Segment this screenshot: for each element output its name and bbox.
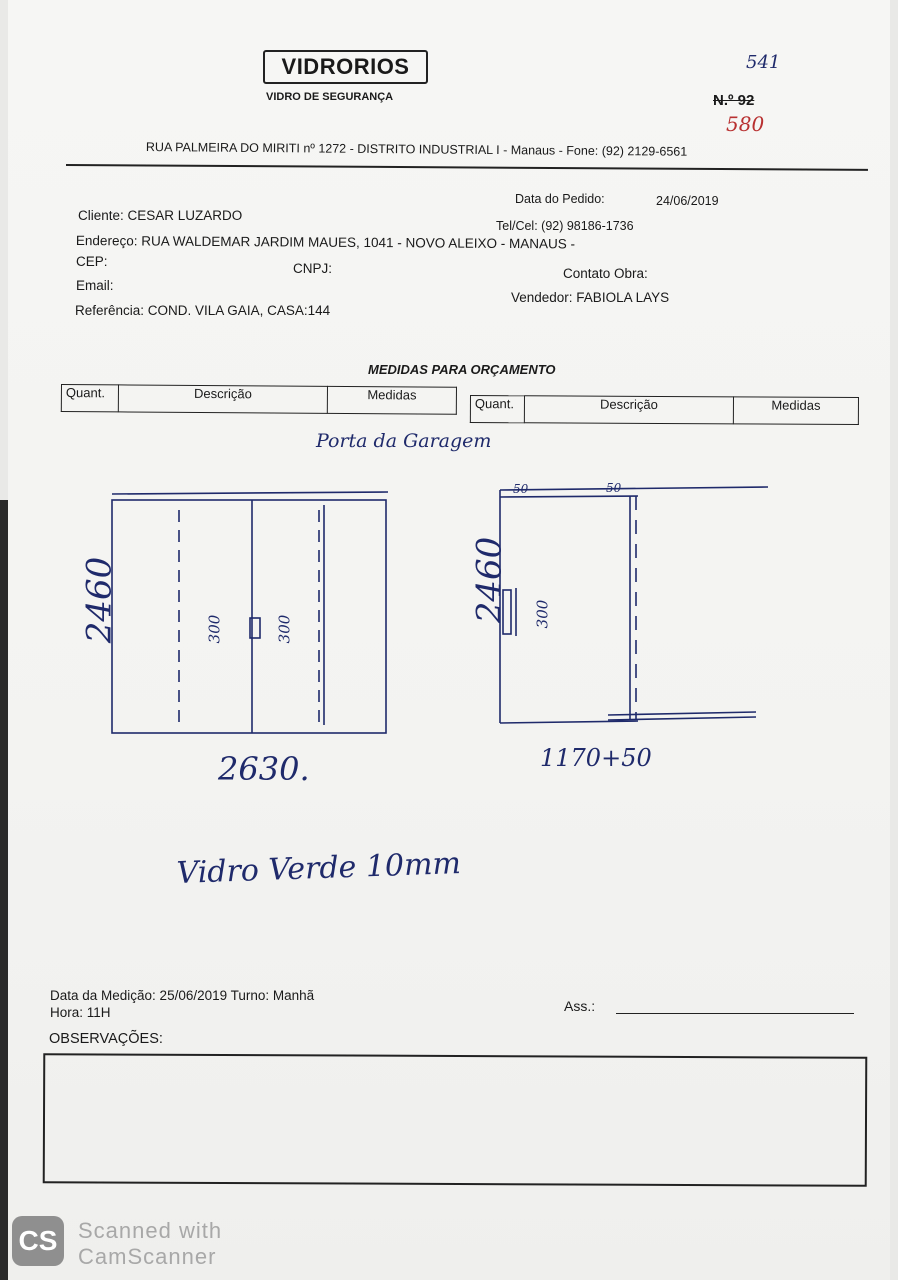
company-address: RUA PALMEIRA DO MIRITI nº 1272 - DISTRITO INDUSTRIAL I - Manaus - Fone: (92) 2129-6561 [145,140,688,159]
glass-note: Vidro Verde 10mm [176,846,462,891]
signature-label: Ass.: [564,998,596,1014]
right-top-mid-label: 50 [606,481,622,495]
email-label: Email: [76,278,114,293]
camscanner-logo: CS [12,1216,64,1266]
document-page [8,0,890,1280]
order-date-label: Data do Pedido: [515,192,605,206]
handwritten-red-number: 580 [726,112,765,136]
watermark-line-1: Scanned with [78,1218,223,1243]
camscanner-watermark [78,1218,222,1270]
right-inner-label: 300 [533,599,552,629]
left-inner-right-label: 300 [275,614,294,644]
signature-line [616,1013,854,1014]
header-measures: Medidas [733,397,858,425]
brand-logo: VIDRORIOS [263,50,428,84]
left-height-label: 2460 [79,556,120,644]
observations-box [43,1053,868,1187]
seller-name: Vendedor: FABIOLA LAYS [511,290,670,305]
observations-label: OBSERVAÇÕES: [49,1031,163,1047]
client-address: Endereço: RUA WALDEMAR JARDIM MAUES, 1041 - NOVO ALEIXO - MANAUS - [75,233,576,252]
right-top-inner [500,496,638,497]
right-bottom-edge [500,721,638,723]
left-top-rail [112,492,388,494]
contact-label: Contato Obra: [563,266,648,281]
right-top-left-label: 50 [513,482,529,496]
handwritten-order-number: 541 [746,52,781,73]
header-quantity: Quant. [470,396,524,423]
brand-slogan: VIDRO DE SEGURANÇA [266,91,394,103]
header-quantity: Quant. [61,385,118,412]
left-door-frame [112,500,386,733]
form-number: N.º 92 [713,92,755,109]
sketch-title: Porta da Garagem [316,430,492,452]
client-phone: Tel/Cel: (92) 98186-1736 [496,219,634,233]
right-top-rail [500,487,768,490]
measure-hour: Hora: 11H [50,1005,111,1020]
right-width-label: 1170+50 [540,744,652,772]
scan-edge-left [0,500,8,1280]
section-title: MEDIDAS PARA ORÇAMENTO [368,362,556,377]
reference: Referência: COND. VILA GAIA, CASA:144 [75,303,331,318]
header-description: Descrição [118,385,327,413]
order-date-value: 24/06/2019 [656,194,719,208]
left-width-label: 2630. [218,750,310,788]
watermark-line-2: CamScanner [78,1244,217,1269]
client-name: Cliente: CESAR LUZARDO [78,208,243,223]
cep-label: CEP: [76,254,108,269]
left-inner-left-label: 300 [205,614,224,644]
header-description: Descrição [524,396,733,424]
cnpj-label: CNPJ: [293,261,333,276]
header-measures: Medidas [327,386,456,414]
right-height-label: 2460 [469,536,510,624]
measure-date: Data da Medição: 25/06/2019 Turno: Manhã [50,988,315,1003]
